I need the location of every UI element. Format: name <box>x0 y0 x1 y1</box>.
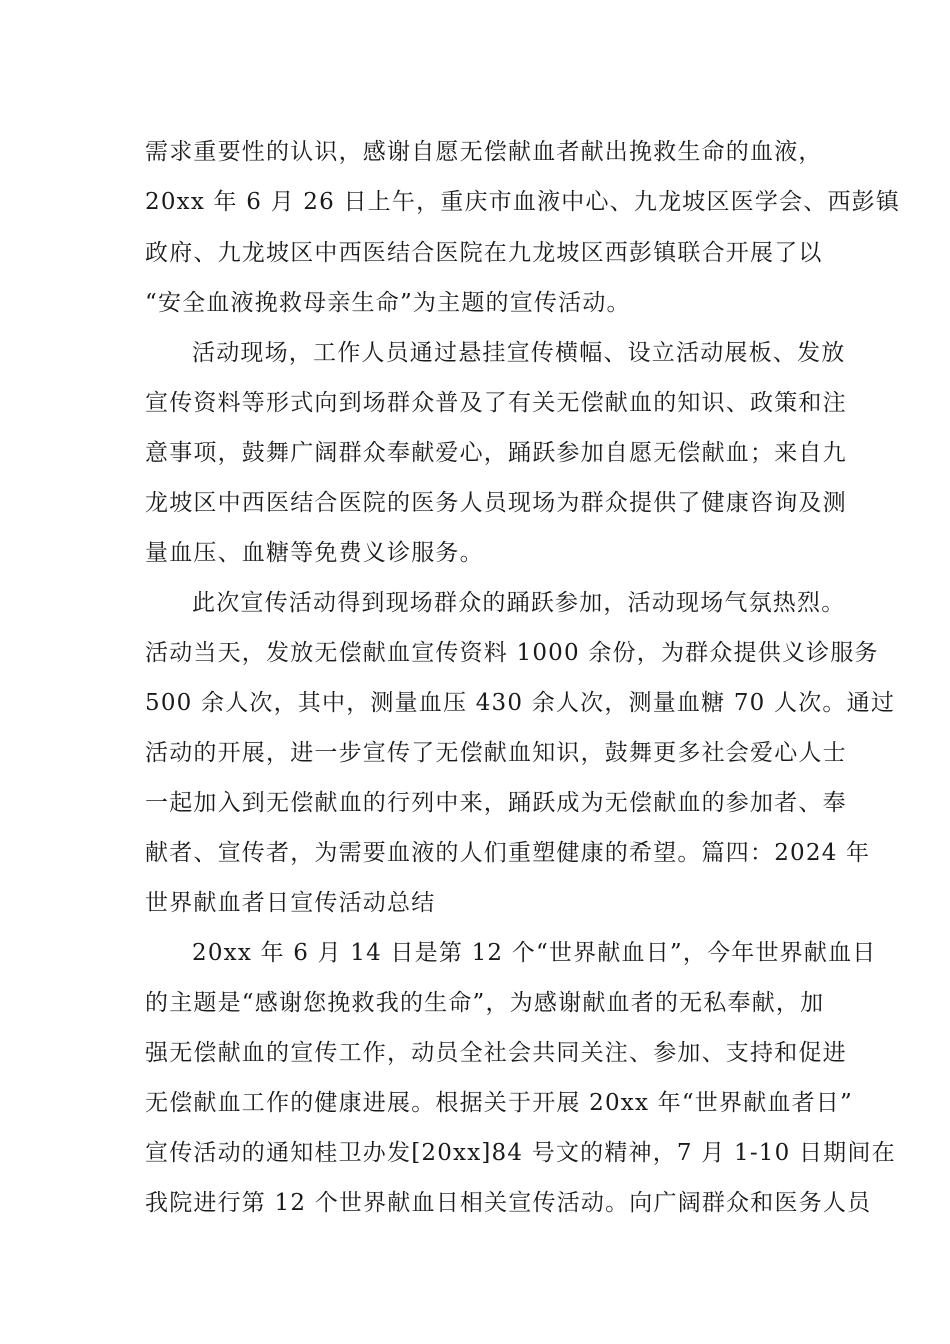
paragraph-first-line: 活动现场，工作人员通过悬挂宣传横幅、设立活动展板、发放 <box>192 340 846 366</box>
text-line: 我院进行第 12 个世界献血日相关宣传活动。向广阔群众和医务人员 <box>145 1190 872 1216</box>
text-line: 500 余人次，其中，测量血压 430 余人次，测量血糖 70 人次。通过 <box>145 690 896 716</box>
text-line: 量血压、血糖等免费义诊服务。 <box>145 540 484 566</box>
text-line: 的主题是“感谢您挽救我的生命”，为感谢献血者的无私奉献，加 <box>145 990 825 1016</box>
text-line: 意事项，鼓舞广阔群众奉献爱心，踊跃参加自愿无偿献血；来自九 <box>145 440 847 466</box>
text-line: 宣传资料等形式向到场群众普及了有关无偿献血的知识、政策和注 <box>145 390 847 416</box>
text-line: 宣传活动的通知桂卫办发[20xx]84 号文的精神，7 月 1-10 日期间在 <box>145 1140 896 1166</box>
paragraph-first-line: 20xx 年 6 月 14 日是第 12 个“世界献血日”，今年世界献血日 <box>192 940 877 966</box>
text-line: 需求重要性的认识，感谢自愿无偿献血者献出挽救生命的血液， <box>145 139 823 165</box>
text-line: 强无偿献血的宣传工作，动员全社会共同关注、参加、支持和促进 <box>145 1040 847 1066</box>
paragraph-first-line: 此次宣传活动得到现场群众的踊跃参加，活动现场气氛热烈。 <box>192 590 846 616</box>
text-line: 20xx 年 6 月 26 日上午，重庆市血液中心、九龙坡区医学会、西彭镇 <box>145 189 901 215</box>
text-line: 世界献血者日宣传活动总结 <box>145 890 436 916</box>
text-line: 龙坡区中西医结合医院的医务人员现场为群众提供了健康咨询及测 <box>145 490 847 516</box>
text-line: 政府、九龙坡区中西医结合医院在九龙坡区西彭镇联合开展了以 <box>145 240 823 266</box>
text-line: 活动当天，发放无偿献血宣传资料 1000 余份，为群众提供义诊服务 <box>145 640 879 666</box>
text-line: 献者、宣传者，为需要血液的人们重塑健康的希望。篇四：2024 年 <box>145 840 871 866</box>
text-line: 活动的开展，进一步宣传了无偿献血知识，鼓舞更多社会爱心人士 <box>145 740 847 766</box>
text-line: 无偿献血工作的健康进展。根据关于开展 20xx 年“世界献血者日” <box>145 1090 853 1116</box>
text-line: 一起加入到无偿献血的行列中来，踊跃成为无偿献血的参加者、奉 <box>145 790 847 816</box>
text-line: “安全血液挽救母亲生命”为主题的宣传活动。 <box>145 290 631 316</box>
